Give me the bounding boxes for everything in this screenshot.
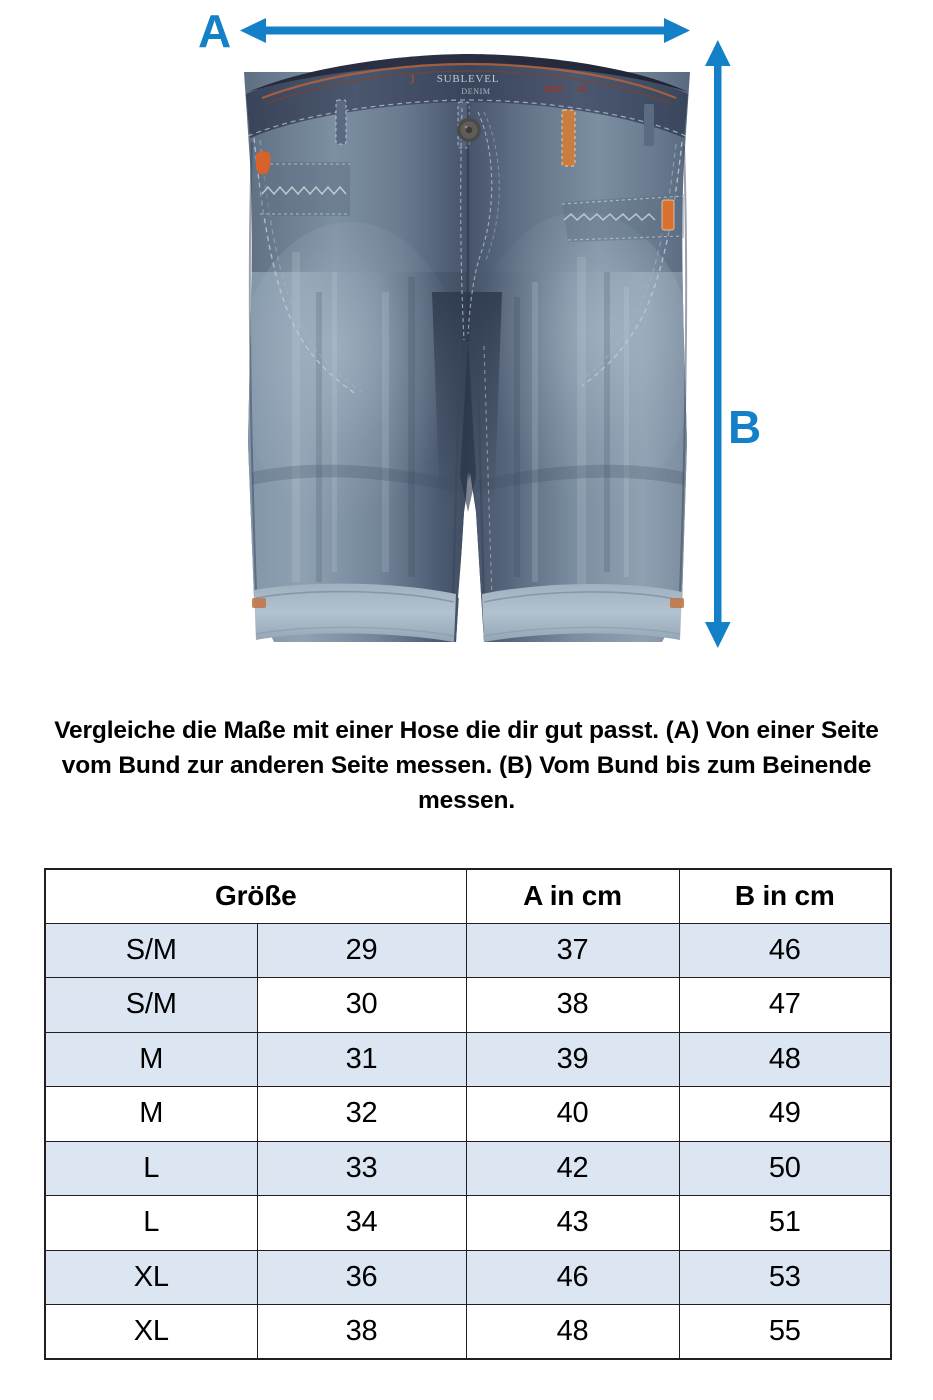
cell-size: M [45,1087,257,1142]
measurement-diagram [0,0,933,690]
cell-size: L [45,1141,257,1196]
cell-waist: 31 [257,1032,466,1087]
svg-text:SIZE: SIZE [543,84,565,94]
svg-text:J: J [409,73,415,88]
cell-waist: 34 [257,1196,466,1251]
measurement-instructions: Vergleiche die Maße mit einer Hose die dir gut passt. (A) Von einer Seite vom Bund zur anderen Seite messen. (B) Vom Bund bis zum Beinende messen. [54,717,879,814]
height-measure-arrow [698,40,738,648]
width-measure-arrow [240,14,690,48]
cell-waist: 32 [257,1087,466,1142]
cell-waist: 38 [257,1305,466,1360]
cell-size: L [45,1196,257,1251]
table-header-row [45,869,891,923]
cell-a: 43 [466,1196,679,1251]
cell-a: 46 [466,1250,679,1305]
cell-waist: 29 [257,923,466,978]
cell-b: 46 [679,923,891,978]
cell-a: 42 [466,1141,679,1196]
denim-shorts-image [232,42,702,650]
cell-a: 40 [466,1087,679,1142]
cell-b: 49 [679,1087,891,1142]
cell-waist: 30 [257,978,466,1033]
svg-text:SUBLEVEL: SUBLEVEL [436,73,500,85]
table-row [45,1250,891,1305]
cell-size: XL [45,1250,257,1305]
cell-b: 55 [679,1305,891,1360]
waist-button [457,118,481,142]
cell-a: 48 [466,1305,679,1360]
cell-a: 39 [466,1032,679,1087]
table-row [45,978,891,1033]
cell-waist: 33 [257,1141,466,1196]
svg-text:DENIM: DENIM [461,87,491,96]
width-dimension-label: A [198,5,231,57]
height-dimension-label: B [728,401,761,453]
cell-b: 48 [679,1032,891,1087]
table-header [45,869,891,923]
cell-a: 38 [466,978,679,1033]
cell-size: M [45,1032,257,1087]
table-row [45,1087,891,1142]
table-row [45,1141,891,1196]
cell-b: 51 [679,1196,891,1251]
cell-b: 53 [679,1250,891,1305]
column-header-b: B in cm [679,869,891,923]
table-body [45,923,891,1359]
column-header-size: Größe [45,869,466,923]
svg-text:32: 32 [576,84,588,94]
cell-b: 50 [679,1141,891,1196]
size-chart-table [44,868,892,1360]
table-row [45,923,891,978]
cell-size: S/M [45,978,257,1033]
column-header-a: A in cm [466,869,679,923]
table-row [45,1032,891,1087]
table-row [45,1196,891,1251]
cell-a: 37 [466,923,679,978]
cell-size: S/M [45,923,257,978]
cell-waist: 36 [257,1250,466,1305]
table-row [45,1305,891,1360]
cell-b: 47 [679,978,891,1033]
cell-size: XL [45,1305,257,1360]
